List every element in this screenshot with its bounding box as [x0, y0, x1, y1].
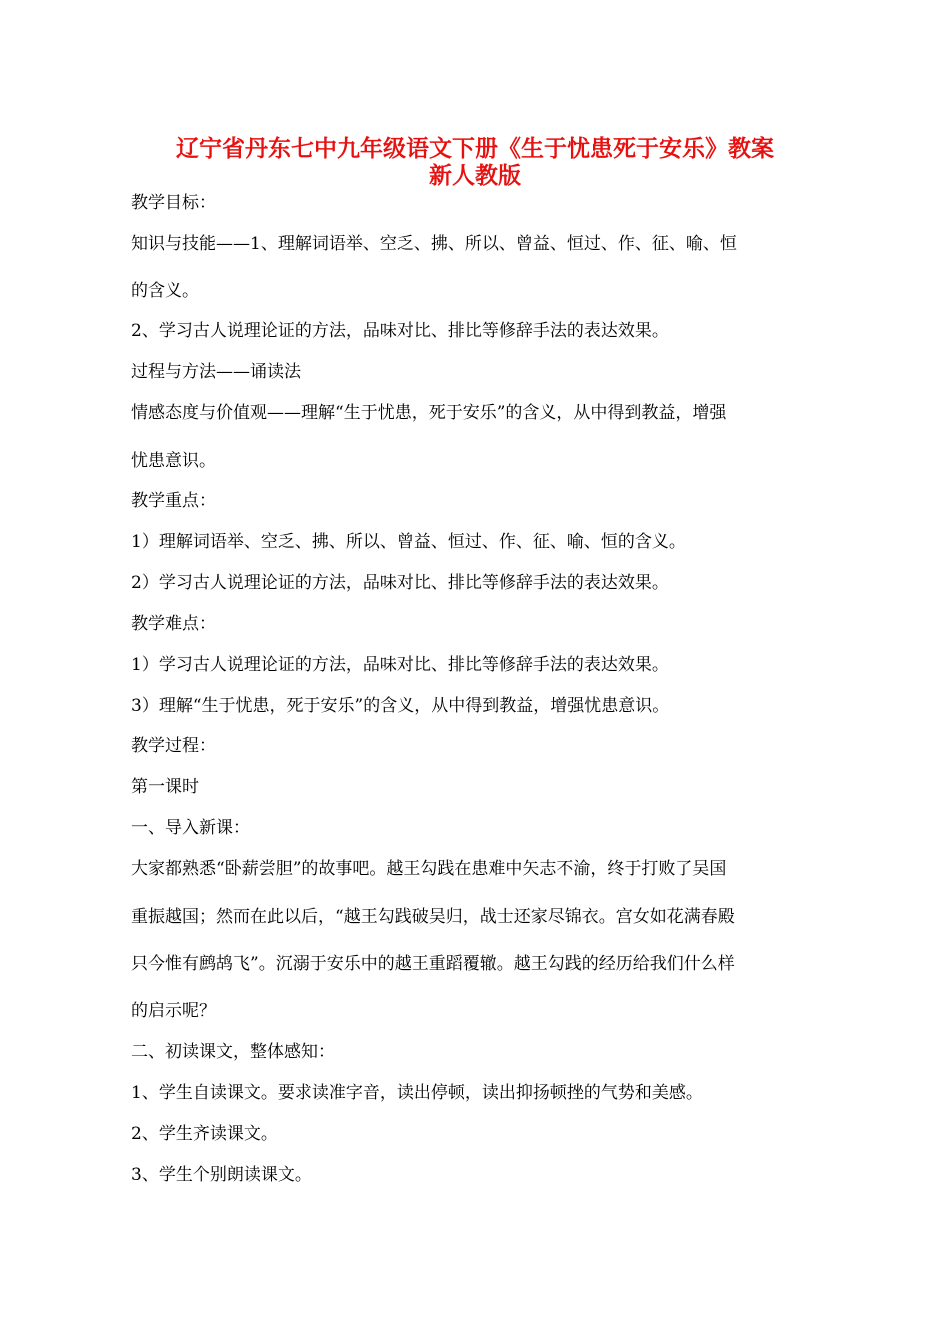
heading-teaching-goals: 教学目标：	[131, 193, 216, 213]
document-title-line-2: 新人教版	[429, 162, 521, 189]
paragraph-line: 3）理解“生于忧患，死于安乐”的含义，从中得到教益，增强忧患意识。	[131, 696, 670, 716]
paragraph-line: 1、学生自读课文。要求读准字音，读出停顿，读出抑扬顿挫的气势和美感。	[131, 1083, 703, 1103]
paragraph-line: 1）理解词语举、空乏、拂、所以、曾益、恒过、作、征、喻、恒的含义。	[131, 532, 686, 552]
paragraph-line: 忧患意识。	[131, 451, 216, 471]
paragraph-line: 知识与技能——1、理解词语举、空乏、拂、所以、曾益、恒过、作、征、喻、恒	[131, 234, 737, 254]
paragraph-line: 大家都熟悉“卧薪尝胆”的故事吧。越王勾践在患难中矢志不渝，终于打败了吴国	[131, 859, 727, 879]
paragraph-line: 重振越国；然而在此以后，“越王勾践破吴归，战士还家尽锦衣。宫女如花满春殿	[131, 907, 735, 927]
paragraph-line: 的含义。	[131, 281, 199, 301]
paragraph-line: 过程与方法——诵读法	[131, 362, 301, 382]
heading-first-lesson: 第一课时	[131, 777, 199, 797]
paragraph-line: 情感态度与价值观——理解“生于忧患，死于安乐”的含义，从中得到教益，增强	[131, 403, 727, 423]
heading-key-points: 教学重点：	[131, 491, 216, 511]
paragraph-line: 2、学生齐读课文。	[131, 1124, 278, 1144]
paragraph-line: 3、学生个别朗读课文。	[131, 1165, 312, 1185]
heading-teaching-process: 教学过程：	[131, 736, 216, 756]
heading-introduction: 一、导入新课：	[131, 818, 250, 838]
paragraph-line: 只今惟有鹧鸪飞”。沉溺于安乐中的越王重蹈覆辙。越王勾践的经历给我们什么样	[131, 954, 735, 974]
heading-first-reading: 二、初读课文，整体感知：	[131, 1042, 335, 1062]
paragraph-line: 2）学习古人说理论证的方法，品味对比、排比等修辞手法的表达效果。	[131, 573, 669, 593]
document-title-line-1: 辽宁省丹东七中九年级语文下册《生于忧患死于安乐》教案	[176, 135, 774, 162]
paragraph-line: 1）学习古人说理论证的方法，品味对比、排比等修辞手法的表达效果。	[131, 655, 669, 675]
paragraph-line: 的启示呢？	[131, 1001, 216, 1021]
heading-difficult-points: 教学难点：	[131, 614, 216, 634]
paragraph-line: 2、学习古人说理论证的方法，品味对比、排比等修辞手法的表达效果。	[131, 321, 669, 341]
